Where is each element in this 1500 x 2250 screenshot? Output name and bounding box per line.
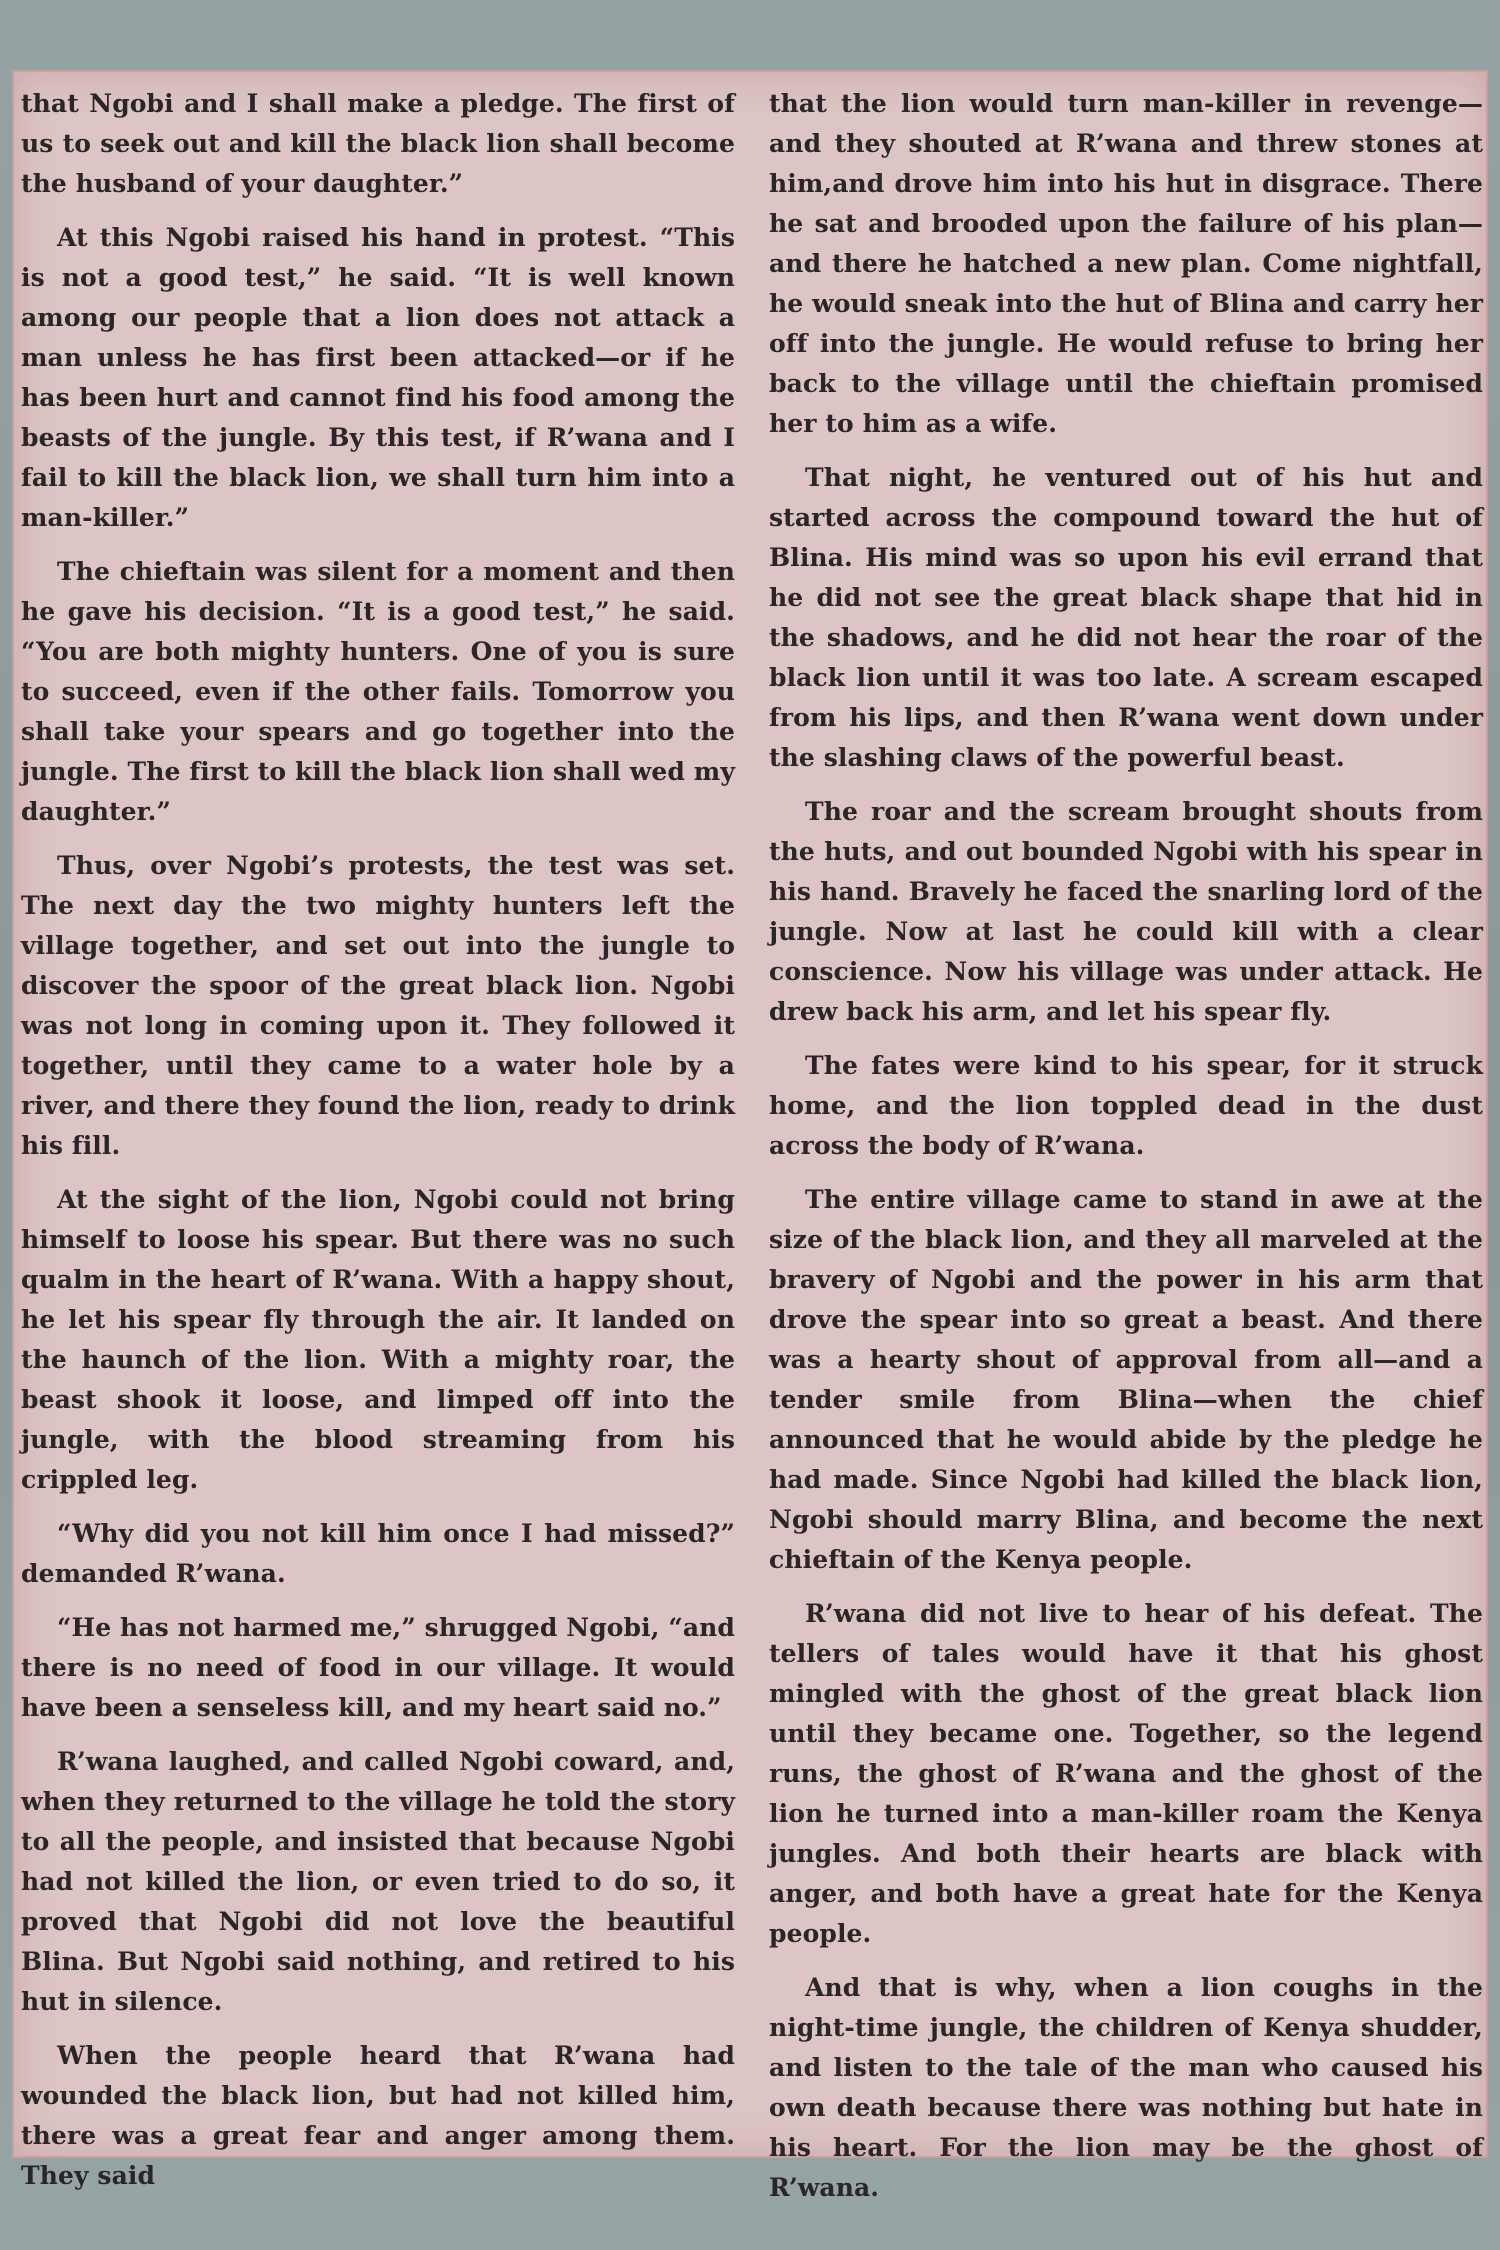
story-text-panel xyxy=(12,70,1488,2202)
paragraph: R’wana did not live to hear of his defeat. The tellers of tales would have it that his ghost mingled with the ghost of the great black lion until they became one. Together, so the legend runs, the ghost of R’wana and the ghost of the lion he turned into a man-killer roam the Kenya jungles. And both their hearts are black with anger, and both have a great hate for the Kenya people. xyxy=(769,1599,1483,1948)
paragraph: The roar and the scream brought shouts from the huts, and out bounded Ngobi with his spear in his hand. Bravely he faced the snarling lord of the jungle. Now at last he could kill with a clear conscience. Now his village was under attack. He drew back his arm, and let his spear fly. xyxy=(769,797,1483,1026)
paragraph: R’wana laughed, and called Ngobi coward, and, when they returned to the village he told the story to all the people, and insisted that because Ngobi had not killed the lion, or even tried to do so, it proved that Ngobi did not love the beautiful Blina. But Ngobi said nothing, and retired to his hut in silence. xyxy=(21,1747,735,2016)
right-text-column xyxy=(769,84,1483,2222)
paragraph: “He has not harmed me,” shrugged Ngobi, “and there is no need of food in our village. It would have been a senseless kill, and my heart said no.” xyxy=(21,1613,735,1722)
paragraph: The entire village came to stand in awe at the size of the black lion, and they all marveled at the bravery of Ngobi and the power in his arm that drove the spear into so great a beast. And there was a hearty shout of approval from all—and a tender smile from Blina—when the chief announced that he would abide by the pledge he had made. Since Ngobi had killed the black lion, Ngobi should marry Blina, and become the next chieftain of the Kenya people. xyxy=(769,1185,1483,1574)
paragraph: At this Ngobi raised his hand in protest. “This is not a good test,” he said. “It is well known among our people that a lion does not attack a man unless he has first been attacked—or if he has been hurt and cannot find his food among the beasts of the jungle. By this test, if R’wana and I fail to kill the black lion, we shall turn him into a man-killer.” xyxy=(21,223,735,532)
paragraph: When the people heard that R’wana had wounded the black lion, but had not killed him, there was a great fear and anger among them. They said xyxy=(21,2041,735,2190)
paragraph: that Ngobi and I shall make a pledge. The first of us to seek out and kill the black lion shall become the husband of your daughter.” xyxy=(21,89,735,198)
left-text-column xyxy=(21,84,735,2210)
paragraph: At the sight of the lion, Ngobi could not bring himself to loose his spear. But there was no such qualm in the heart of R’wana. With a happy shout, he let his spear fly through the air. It landed on the haunch of the lion. With a mighty roar, the beast shook it loose, and limped off into the jungle, with the blood streaming from his crippled leg. xyxy=(21,1185,735,1494)
paragraph: The chieftain was silent for a moment and then he gave his decision. “It is a good test,” he said. “You are both mighty hunters. One of you is sure to succeed, even if the other fails. Tomorrow you shall take your spears and go together into the jungle. The first to kill the black lion shall wed my daughter.” xyxy=(21,557,735,826)
paragraph: The fates were kind to his spear, for it struck home, and the lion toppled dead in the dust across the body of R’wana. xyxy=(769,1051,1483,1160)
paragraph: that the lion would turn man-killer in revenge—and they shouted at R’wana and threw stones at him,and drove him into his hut in disgrace. There he sat and brooded upon the failure of his plan—and there he hatched a new plan. Come nightfall, he would sneak into the hut of Blina and carry her off into the jungle. He would refuse to bring her back to the village until the chieftain promised her to him as a wife. xyxy=(769,89,1483,438)
paragraph: Thus, over Ngobi’s protests, the test was set. The next day the two mighty hunters left the village together, and set out into the jungle to discover the spoor of the great black lion. Ngobi was not long in coming upon it. They followed it together, until they came to a water hole by a river, and there they found the lion, ready to drink his fill. xyxy=(21,851,736,1160)
paragraph: And that is why, when a lion coughs in the night-time jungle, the children of Kenya shudder, and listen to the tale of the man who caused his own death because there was nothing but hate in his heart. For the lion may be the ghost of R’wana. xyxy=(769,1973,1483,2202)
paragraph: That night, he ventured out of his hut and started across the compound toward the hut of Blina. His mind was so upon his evil errand that he did not see the great black shape that hid in the shadows, and he did not hear the roar of the black lion until it was too late. A scream escaped from his lips, and then R’wana went down under the slashing claws of the powerful beast. xyxy=(769,463,1483,772)
paragraph: “Why did you not kill him once I had missed?” demanded R’wana. xyxy=(21,1519,735,1588)
